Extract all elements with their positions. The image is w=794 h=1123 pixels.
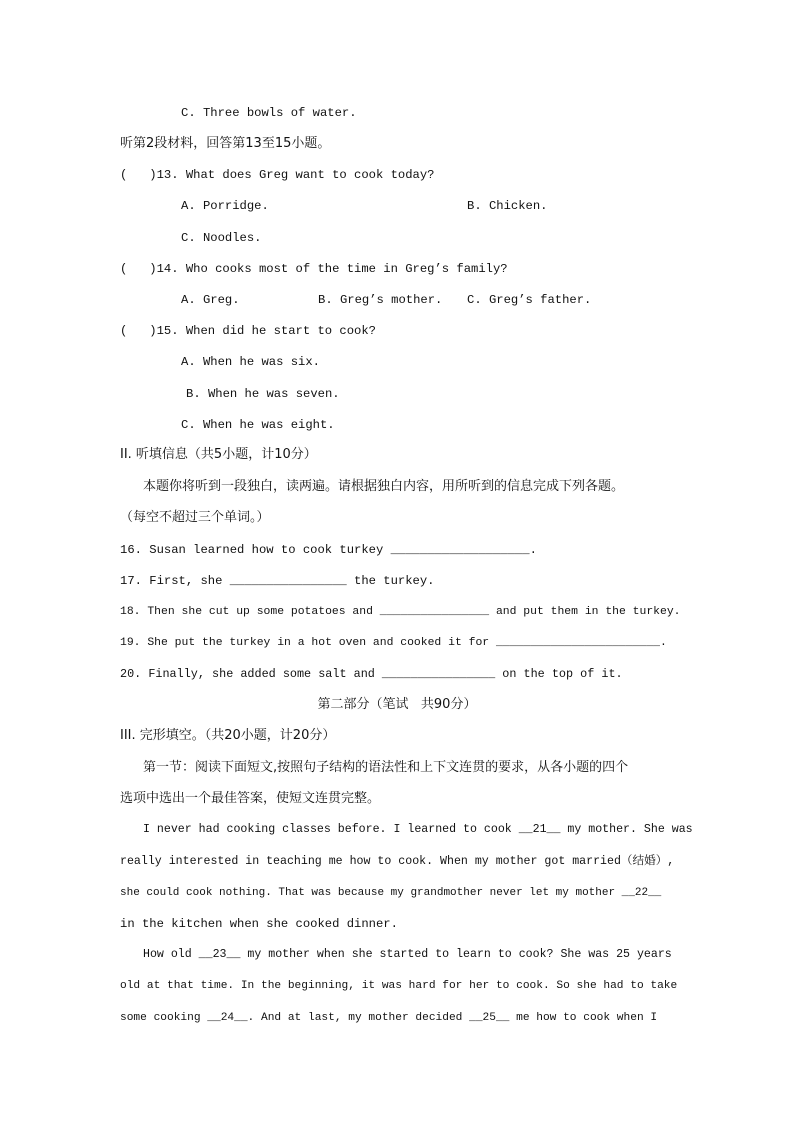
passage-line-3: she could cook nothing. That was because my grandmother never let my mother __22__ — [120, 887, 662, 899]
question-14: ( )14. Who cooks most of the time in Greg’s family? — [120, 262, 508, 276]
passage-line-7: some cooking __24__. And at last, my mother decided __25__ me how to cook when I — [120, 1012, 658, 1024]
question-20: 20. Finally, she added some salt and ________________ on the top of it. — [120, 667, 623, 681]
question-15: ( )15. When did he start to cook? — [120, 324, 376, 338]
q15-option-c: C. When he was eight. — [181, 418, 335, 432]
passage-line-2: really interested in teaching me how to cook. When my mother got married（结婚）, — [120, 855, 675, 868]
passage-line-5: How old __23__ my mother when she started to learn to cook? She was 25 years — [143, 948, 672, 961]
q13-option-a: A. Porridge. — [181, 199, 269, 213]
q13-option-c: C. Noodles. — [181, 231, 262, 245]
q14-option-c: C. Greg’s father. — [467, 293, 592, 307]
q13-option-b: B. Chicken. — [467, 199, 548, 213]
question-16: 16. Susan learned how to cook turkey ___________________. — [120, 543, 537, 557]
part-two-heading: 第二部分（笔试 共90分） — [317, 697, 477, 712]
section-iii-instruction: 第一节：阅读下面短文,按照句子结构的语法性和上下文连贯的要求，从各小题的四个 — [143, 760, 629, 775]
passage-line-1: I never had cooking classes before. I learned to cook __21__ my mother. She was — [143, 823, 693, 836]
section-instruction: 听第2段材料，回答第13至15小题。 — [120, 136, 331, 151]
question-19: 19. She put the turkey in a hot oven and cooked it for ________________________. — [120, 637, 667, 649]
question-18: 18. Then she cut up some potatoes and ________________ and put them in the turkey. — [120, 606, 681, 618]
q15-option-a: A. When he was six. — [181, 355, 320, 369]
q12-option-c: C. Three bowls of water. — [181, 106, 357, 120]
section-ii-instruction: 本题你将听到一段独白，读两遍。请根据独白内容，用所听到的信息完成下列各题。 — [143, 479, 625, 494]
passage-line-6: old at that time. In the beginning, it was hard for her to cook. So she had to take — [120, 980, 678, 992]
section-ii-heading: II. 听填信息（共5小题，计10分） — [120, 447, 317, 462]
q14-option-a: A. Greg. — [181, 293, 240, 307]
q14-option-b: B. Greg’s mother. — [318, 293, 443, 307]
section-iii-heading: III. 完形填空。（共20小题，计20分） — [120, 728, 336, 743]
q15-option-b: B. When he was seven. — [186, 387, 340, 401]
passage-line-4: in the kitchen when she cooked dinner. — [120, 917, 398, 931]
section-ii-note: （每空不超过三个单词。） — [120, 510, 270, 525]
section-iii-instruction-cont: 选项中选出一个最佳答案，使短文连贯完整。 — [120, 791, 381, 806]
question-17: 17. First, she ________________ the turkey. — [120, 574, 435, 588]
question-13: ( )13. What does Greg want to cook today? — [120, 168, 435, 182]
